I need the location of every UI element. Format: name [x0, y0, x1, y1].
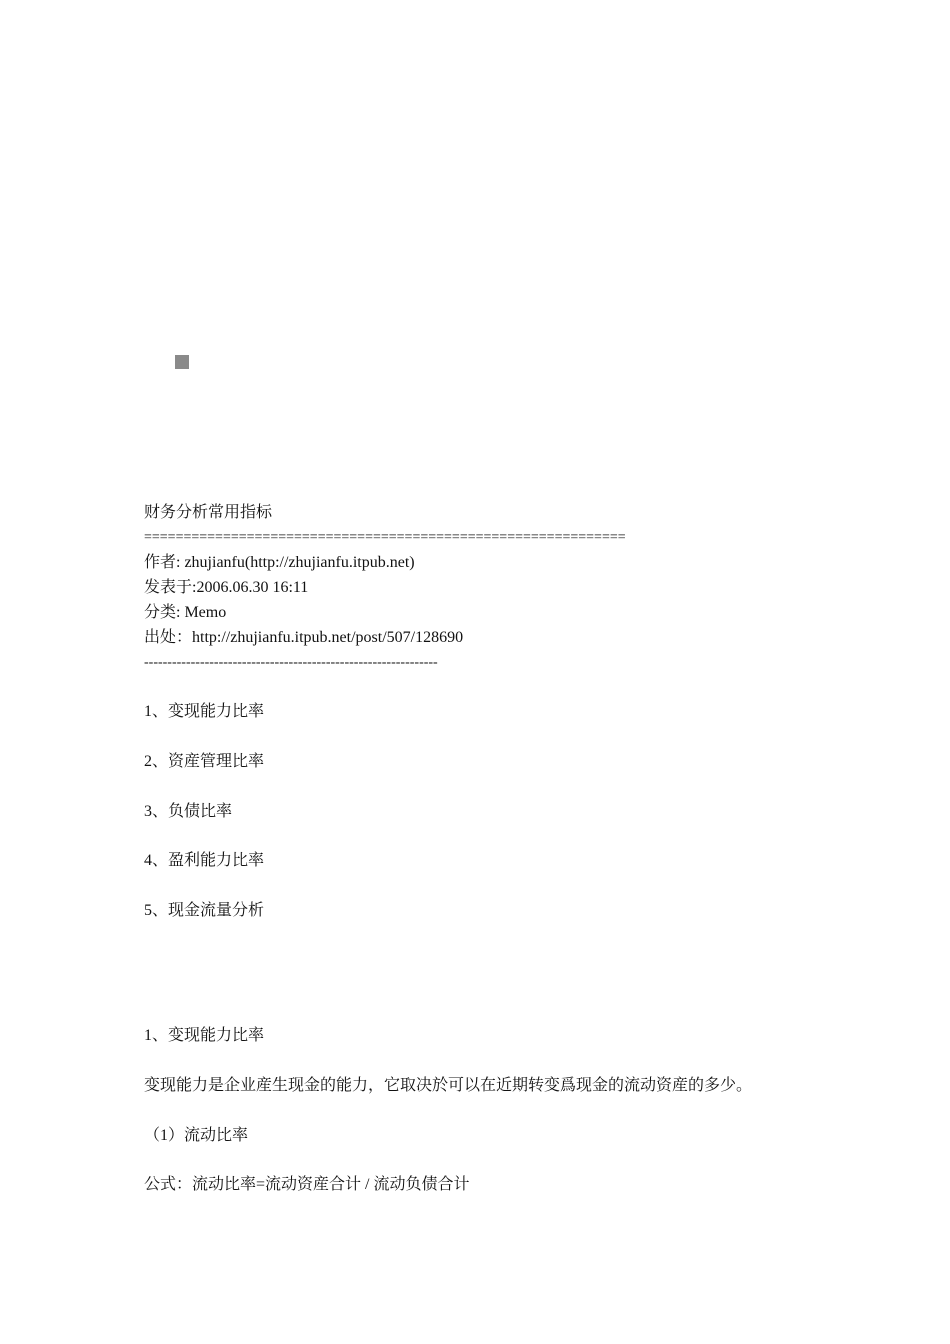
author-line: 作者: zhujianfu(http://zhujianfu.itpub.net) [144, 554, 415, 571]
section-paragraph: 变现能力是企业産生现金的能力，它取决於可以在近期转变爲现金的流动资産的多少。 [144, 1077, 753, 1094]
formula-line: 公式：流动比率=流动资産合计 / 流动负债合计 [144, 1176, 470, 1193]
toc-item: 1、变现能力比率 [144, 703, 265, 720]
source-line: 出处：http://zhujianfu.itpub.net/post/507/128690 [144, 629, 464, 646]
document-title: 财务分析常用指标 [144, 504, 273, 521]
published-line: 发表于:2006.06.30 16:11 [144, 579, 309, 596]
toc-item: 3、负债比率 [144, 803, 233, 820]
toc-item: 5、现金流量分析 [144, 902, 265, 919]
toc-item: 2、资産管理比率 [144, 753, 265, 770]
category-line: 分类: Memo [144, 604, 227, 621]
section-heading: 1、变现能力比率 [144, 1027, 265, 1044]
single-separator: --------------------------------------------------------------- [144, 655, 438, 670]
double-separator: ============================================================= [144, 530, 626, 545]
subsection-heading: （1）流动比率 [144, 1127, 249, 1144]
bullet-square-icon [175, 355, 189, 369]
toc-item: 4、盈利能力比率 [144, 852, 265, 869]
